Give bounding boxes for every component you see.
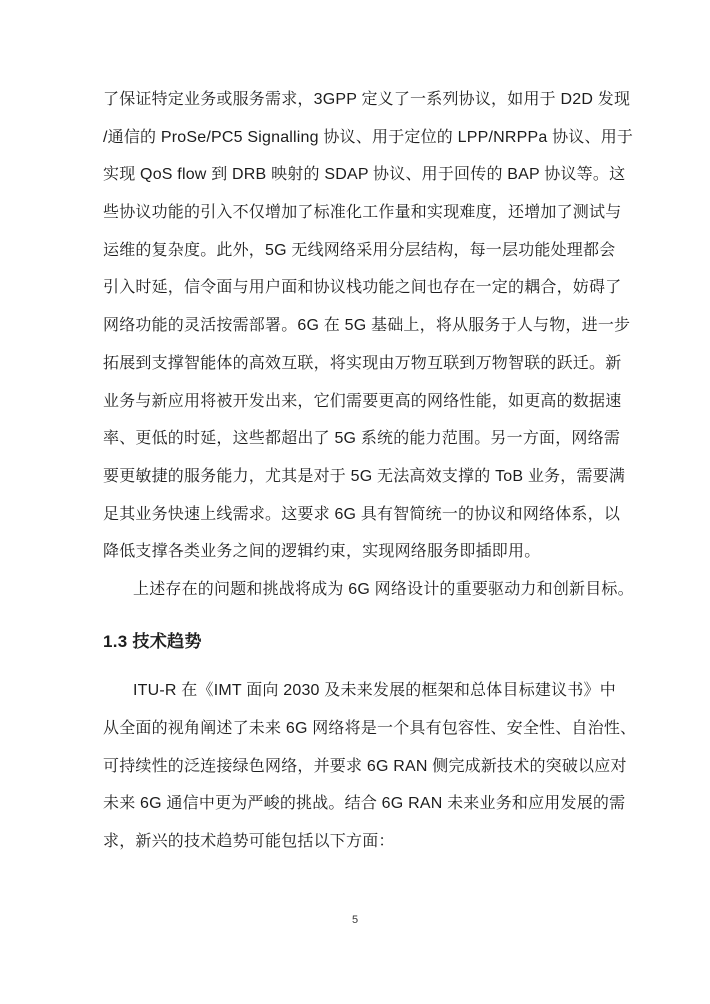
text-line: 要更敏捷的服务能力，尤其是对于 5G 无法高效支撑的 ToB 业务，需要满 (103, 467, 626, 485)
text-line: 率、更低的时延，这些都超出了 5G 系统的能力范围。另一方面，网络需 (103, 430, 621, 448)
text-line: 实现 QoS flow 到 DRB 映射的 SDAP 协议、用于回传的 BAP 协议等。这 (103, 166, 626, 184)
paragraph-3 (103, 672, 637, 860)
text-line: 业务与新应用将被开发出来，它们需要更高的网络性能，如更高的数据速 (103, 392, 622, 410)
text-line: 些协议功能的引入不仅增加了标准化工作量和实现难度，还增加了测试与 (103, 204, 622, 222)
text-line: 从全面的视角阐述了未来 6G 网络将是一个具有包容性、安全性、自治性、 (103, 720, 637, 737)
page-body-text (103, 81, 637, 861)
text-line: 求，新兴的技术趋势可能包括以下方面： (103, 833, 395, 851)
paragraph-2 (103, 571, 634, 609)
text-line: /通信的 ProSe/PC5 Signalling 协议、用于定位的 LPP/NRPPa 协议、用于 (103, 128, 634, 146)
text-line: 了保证特定业务或服务需求，3GPP 定义了一系列协议，如用于 D2D 发现 (103, 91, 631, 108)
text-line: 引入时延，信令面与用户面和协议栈功能之间也存在一定的耦合，妨碍了 (103, 279, 622, 297)
section-heading: 1.3 技术趋势 (103, 631, 202, 651)
paragraph-1 (103, 81, 634, 571)
text-line: 网络功能的灵活按需部署。6G 在 5G 基础上，将从服务于人与物，进一步 (103, 317, 631, 335)
page-number: 5 (351, 914, 359, 926)
text-line: 拓展到支撑智能体的高效互联，将实现由万物互联到万物智联的跃迁。新 (103, 354, 622, 372)
text-line: ITU-R 在《IMT 面向 2030 及未来发展的框架和总体目标建议书》中 (133, 682, 616, 700)
text-line: 足其业务快速上线需求。这要求 6G 具有智简统一的协议和网络体系，以 (103, 505, 621, 523)
text-line: 可持续性的泛连接绿色网络，并要求 6G RAN 侧完成新技术的突破以应对 (103, 757, 627, 775)
text-line: 运维的复杂度。此外，5G 无线网络采用分层结构，每一层功能处理都会 (103, 241, 616, 259)
text-line: 上述存在的问题和挑战将成为 6G 网络设计的重要驱动力和创新目标。 (133, 580, 634, 598)
text-line: 未来 6G 通信中更为严峻的挑战。结合 6G RAN 未来业务和应用发展的需 (103, 795, 626, 813)
text-line: 降低支撑各类业务之间的逻辑约束，实现网络服务即插即用。 (103, 543, 541, 561)
